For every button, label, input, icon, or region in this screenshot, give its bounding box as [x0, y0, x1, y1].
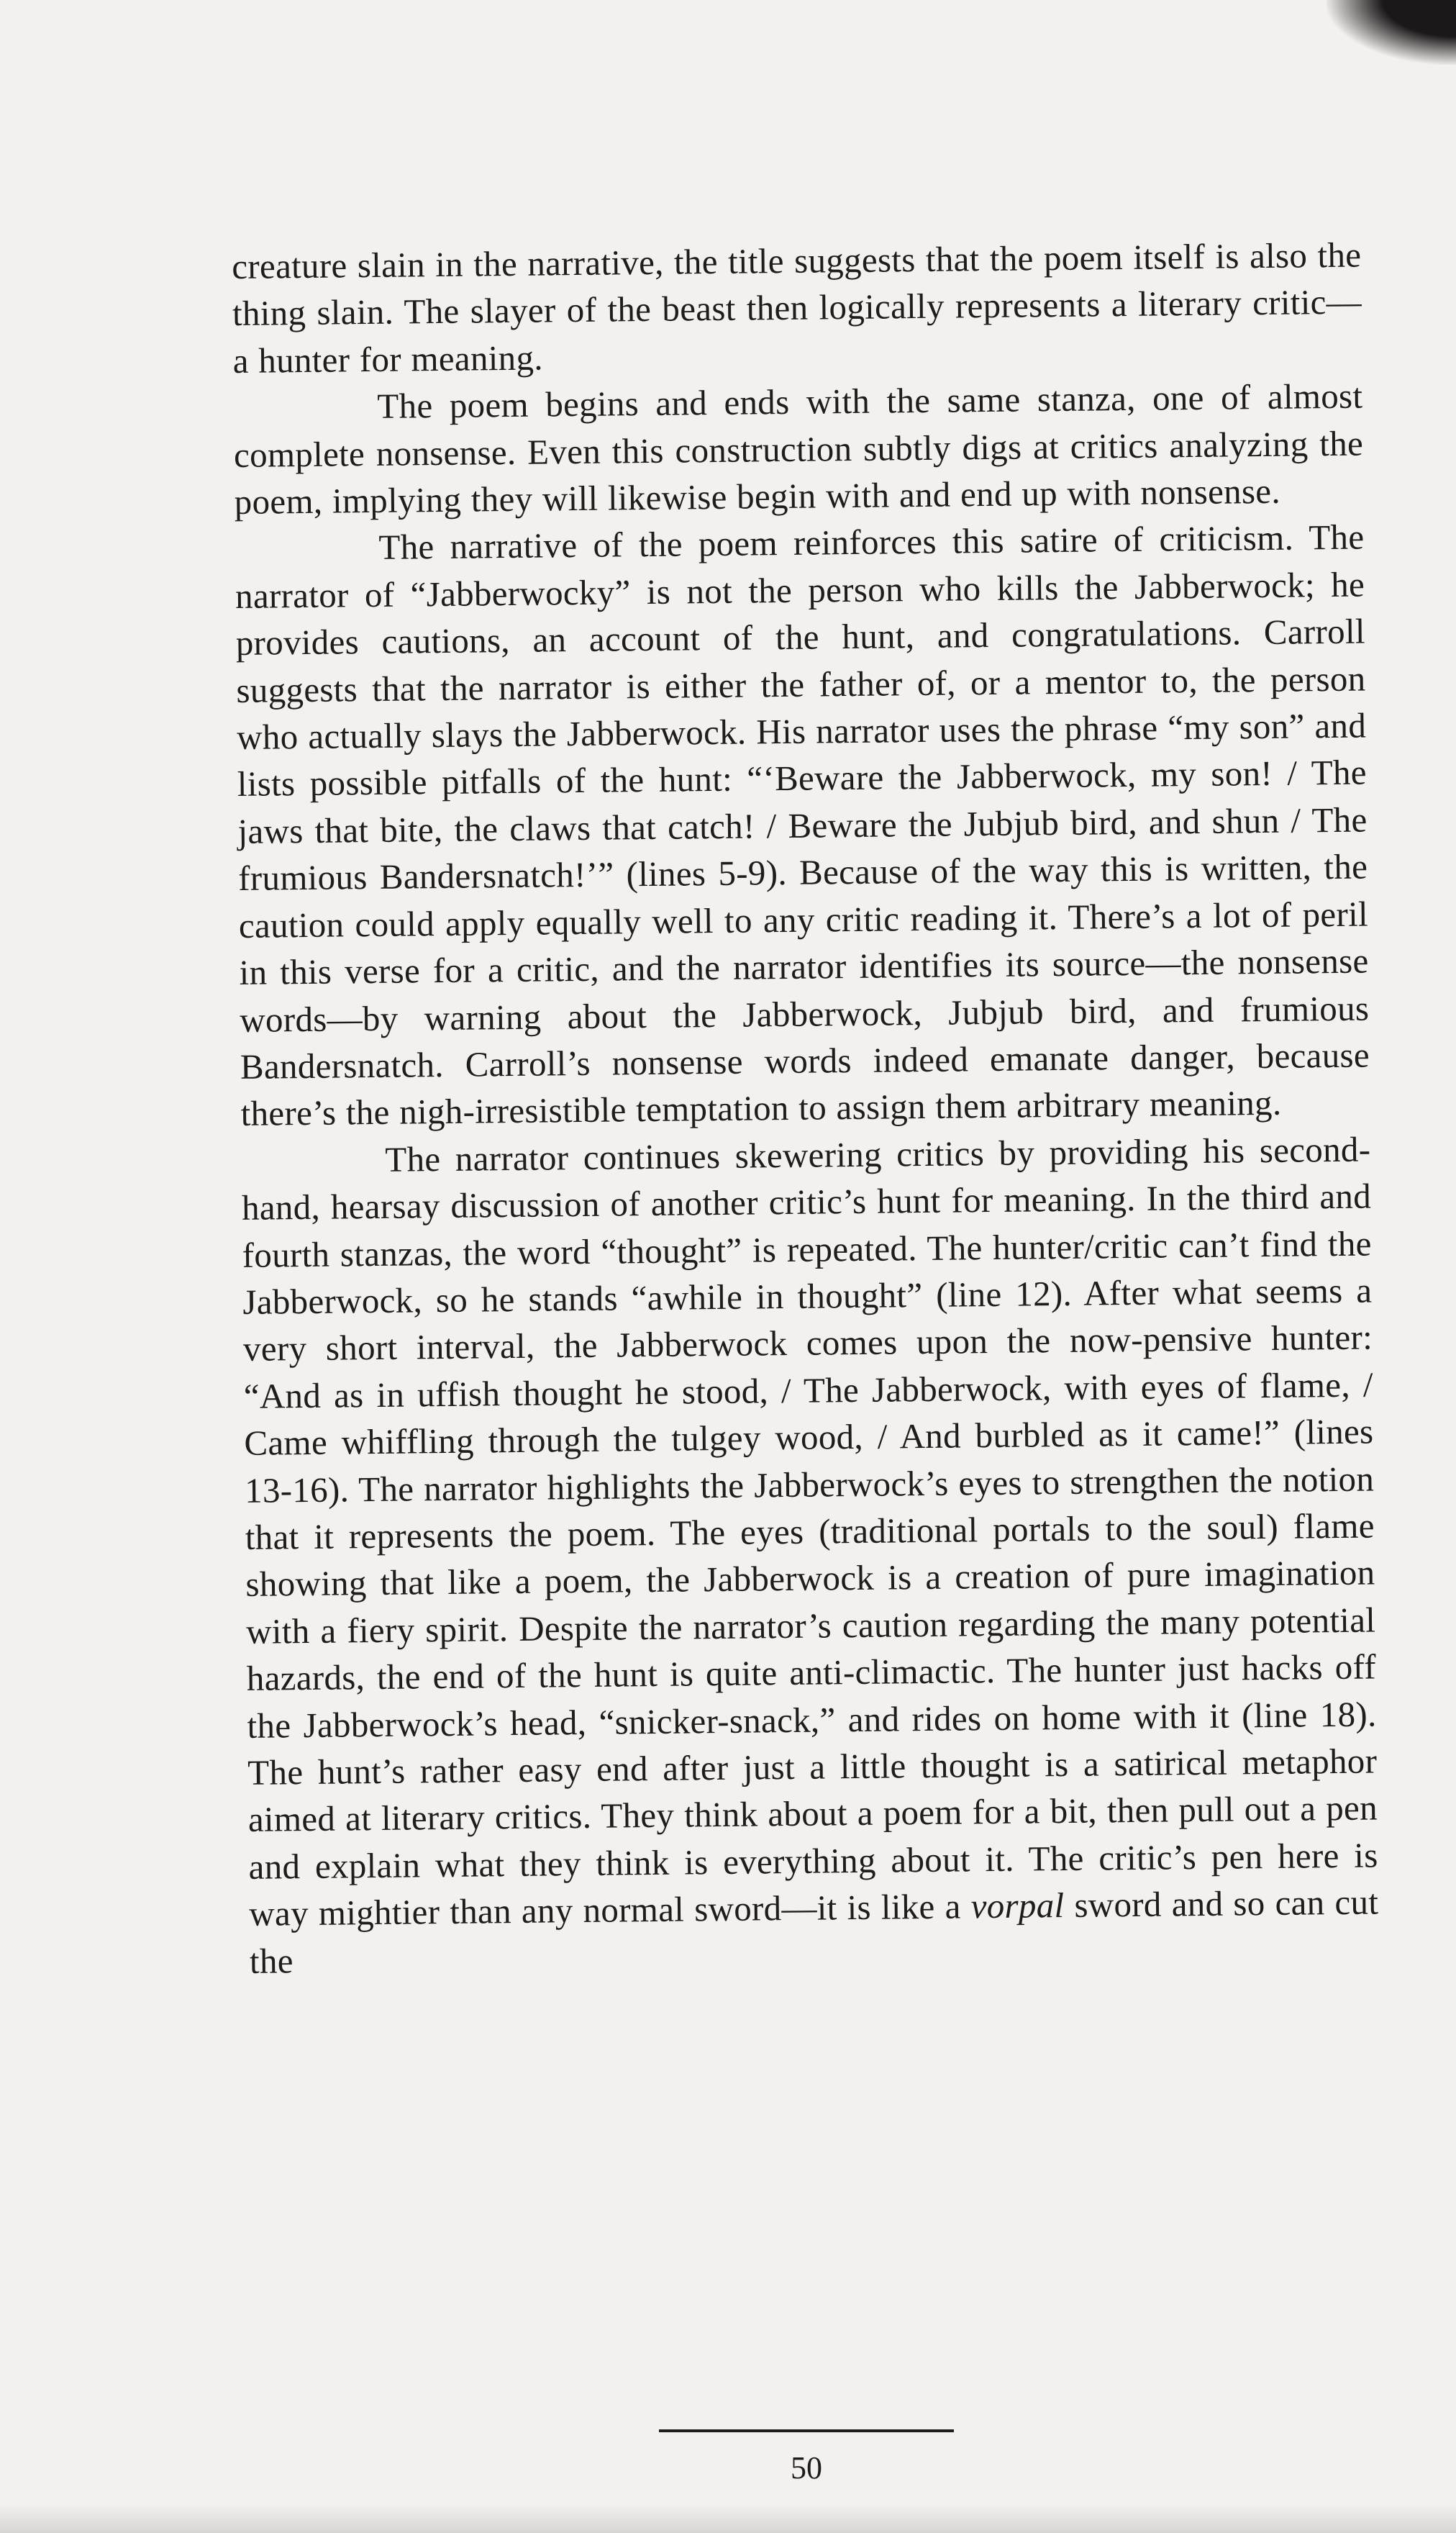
paragraph-4 — [241, 1125, 1379, 1985]
italic-word-vorpal: vorpal — [970, 1885, 1065, 1926]
paragraph-text: sword and so can cut the — [249, 1882, 1379, 1981]
page-bottom-edge — [0, 2504, 1456, 2533]
paragraph-text: The narrator continues skewering critics by providing his second-hand, hearsay discussion of another critic’s hunt for meaning. In the third and fourth stanzas, the word “thought” is repeated. The hunter/critic can’t find the Jabberwock, so he stands “awhile in thought” (line 12). After what seems a very short interval, the Jabberwock comes upon the now-pensive hunter: “And as in uffish thought he stood, / The Jabberwock, with eyes of flame, / Came whiffling through the tulgey wood, / And burbled as it came!” (lines 13-16). The narrator highlights the Jabberwock’s eyes to strengthen the notion that it represents the poem. The eyes (traditional portals to the soul) flame showing that like a poem, the Jabberwock is a creation of pure imagination with a fiery spirit. Despite the narrator’s caution regarding the many potential hazards, the end of the hunt is quite anti-climactic. The hunter just hacks off the Jabberwock’s head, “snicker-snack,” and rides on home with it (line 18). The hunt’s rather easy end after just a little thought is a satirical metaphor aimed at literary critics. They think about a poem for a bit, then pull out a pen and explain what they think is everything about it. The critic’s pen here is way mightier than any normal sword—it is like a — [241, 1129, 1378, 1934]
paragraph-text: creature slain in the narrative, the title suggests that the poem itself is also the thing slain. The slayer of the beast then logically represents a literary critic—a hunter for meaning. — [232, 235, 1362, 381]
footer-rule — [659, 2429, 954, 2432]
paragraph-1 — [232, 232, 1362, 385]
paragraph-3 — [235, 514, 1370, 1138]
page-number: 50 — [791, 2450, 822, 2486]
page-corner-shadow — [1327, 0, 1456, 65]
page-body — [232, 232, 1379, 1985]
paragraph-text: The narrative of the poem reinforces this satire of criticism. The narrator of “Jabberwocky” is not the person who kills the Jabberwock; he provides cautions, an account of the hunt, and congratulations. Carroll suggests that the narrator is either the father of, or a mentor to, the person who actually slays the Jabberwock. His narrator uses the phrase “my son” and lists possible pitfalls of the hunt: “‘Beware the Jabberwock, my son! / The jaws that bite, the claws that catch! / Beware the Jubjub bird, and shun / The frumious Bandersnatch!’” (lines 5-9). Because of the way this is written, the caution could apply equally well to any critic reading it. There’s a lot of peril in this verse for a critic, and the narrator identifies its source—the nonsense words—by warning about the Jabberwock, Jubjub bird, and frumious Bandersnatch. Carroll’s nonsense words indeed emanate danger, because there’s the nigh-irresistible temptation to assign them arbitrary meaning. — [235, 517, 1370, 1134]
paragraph-2 — [233, 373, 1364, 526]
paragraph-text: The poem begins and ends with the same stanza, one of almost complete nonsense. Even this construction subtly digs at critics analyzing the poem, implying they will likewise begin with and end up with nonsense. — [233, 376, 1364, 522]
